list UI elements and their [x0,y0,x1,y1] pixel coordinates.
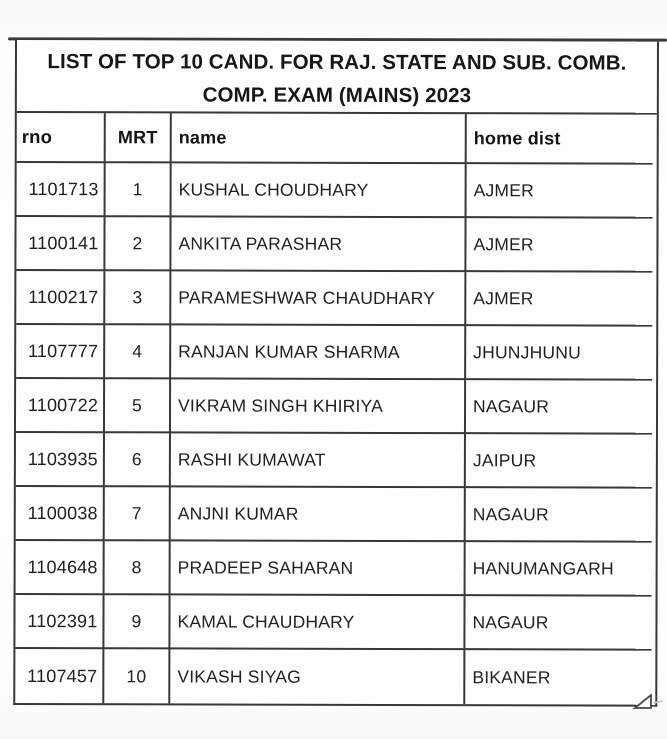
cell-rno: 1100141 [16,217,105,271]
cell-name: VIKRAM SINGH KHIRIYA [171,379,466,434]
cell-rno: 1101713 [17,163,106,217]
page-corner-triangle-mark [632,694,656,714]
cell-name: RANJAN KUMAR SHARMA [171,325,466,380]
cell-rno: 1100722 [16,379,105,433]
cell-rno: 1103935 [16,433,105,487]
title-line-1: LIST OF TOP 10 CAND. FOR RAJ. STATE AND SUB. COMB. [47,50,627,75]
cell-name: VIKASH SIYAG [170,649,465,704]
cell-home-dist: AJMER [466,272,652,326]
cell-name: KUSHAL CHOUDHARY [172,163,467,218]
cell-mrt: 4 [105,325,171,379]
cell-name: RASHI KUMAWAT [171,433,466,488]
cell-rno: 1102391 [15,595,104,649]
cell-mrt: 5 [105,379,171,433]
cell-rno: 1107457 [15,649,104,703]
cell-home-dist: BIKANER [472,666,551,687]
cell-rno: 1107777 [16,325,105,379]
cell-home-dist: AJMER [467,164,653,218]
cell-home-dist: AJMER [466,218,652,272]
column-header-rno: rno [17,113,106,163]
cell-name: KAMAL CHAUDHARY [170,595,465,650]
cell-home-dist: JHUNJHUNU [466,326,652,380]
cell-name: ANJNI KUMAR [171,487,466,542]
cell-mrt: 6 [105,433,171,487]
cell-rno: 1100038 [16,487,105,541]
column-header-name: name [172,113,467,164]
cell-mrt: 10 [104,649,170,703]
cell-rno: 1104648 [16,541,105,595]
cell-mrt: 1 [106,163,172,217]
title-line-2: COMP. EXAM (MAINS) 2023 [202,83,472,108]
cell-home-dist: NAGAUR [465,596,651,650]
cell-home-dist: HANUMANGARH [466,542,652,596]
scan-artifact-dash [653,700,663,704]
cell-home-dist: NAGAUR [466,488,652,542]
candidates-grid [15,113,657,705]
cell-rno: 1100217 [16,271,105,325]
column-header-home-dist: home dist [467,114,653,164]
cell-mrt: 7 [105,487,171,541]
cell-mrt: 8 [105,541,171,595]
cell-name: ANKITA PARASHAR [171,217,466,272]
cell-mrt: 9 [104,595,170,649]
cell-mrt: 3 [105,271,171,325]
cell-name: PARAMESHWAR CHAUDHARY [171,271,466,326]
cell-name: PRADEEP SAHARAN [171,541,466,596]
column-header-mrt: MRT [106,113,172,163]
cell-mrt: 2 [105,217,171,271]
candidates-table [13,40,659,707]
table-title [17,40,657,115]
cell-home-dist: JAIPUR [466,434,652,488]
cell-home-dist: NAGAUR [466,380,652,434]
